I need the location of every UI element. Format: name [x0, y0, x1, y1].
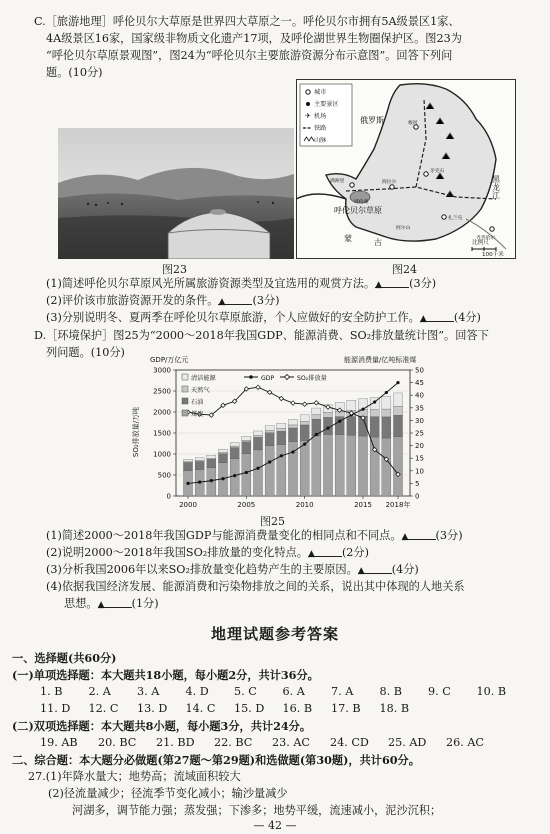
answer-item: 8. B: [379, 685, 402, 698]
chart-right-tick-label: 30: [415, 416, 424, 425]
legend-coal: 煤炭: [191, 411, 204, 418]
answer-item: 3. A: [137, 685, 160, 698]
section-d-line-2: 列问题。(10分): [46, 346, 125, 359]
energy-bar-segment: [242, 454, 251, 496]
energy-bar-segment: [288, 419, 297, 425]
energy-bar-segment: [393, 415, 402, 437]
energy-bar-segment: [265, 433, 274, 446]
energy-bar-segment: [393, 393, 402, 406]
map-label-grassland: 呼伦贝尔草原: [334, 206, 382, 215]
map-legend-airport: 机场: [314, 113, 327, 120]
energy-bar-segment: [347, 435, 356, 496]
answer-item: 10. B: [476, 685, 507, 698]
section-c-line-1: C.［旅游地理］呼伦贝尔大草原是世界四大草原之一。呼伦贝尔市拥有5A级景区1家、: [34, 15, 460, 28]
map-label-manzhouli: 满洲里: [330, 179, 345, 184]
energy-bar-segment: [358, 436, 367, 496]
section-d-question-2: (2)说明2000～2018年我国SO₂排放量的变化特点。▲ (2分): [46, 546, 369, 559]
map-label-mongolia: 蒙: [344, 234, 352, 243]
chart-left-axis-label: GDP/万亿元: [150, 356, 189, 364]
chart-left-tick-label: 1500: [153, 429, 171, 438]
energy-bar-segment: [242, 436, 251, 440]
figure-25-caption: 图25: [260, 515, 285, 528]
energy-bar-segment: [195, 460, 204, 461]
answers-part1a: (一)单项选择题：本大题共18小题，每小题2分，共计36分。: [12, 668, 319, 682]
energy-bar-segment: [382, 409, 391, 417]
answer-item: 16. B: [282, 702, 313, 715]
answer-item: 11. D: [40, 702, 71, 715]
map-scale-label: 比例尺: [472, 240, 489, 246]
energy-bar-segment: [288, 425, 297, 428]
map-label-gu: 古: [374, 238, 382, 247]
section-c-line-2: 4A级景区16家，国家级非物质文化遗产17项，及呼伦湖世界生物圈保护区。图23为: [46, 32, 462, 45]
answer-item: 17. B: [331, 702, 361, 715]
energy-bar-segment: [230, 448, 239, 459]
energy-bar-segment: [288, 428, 297, 442]
answer-item: 5. C: [234, 685, 257, 698]
energy-bar-segment: [195, 461, 204, 469]
answer-item: 12. C: [88, 702, 119, 715]
energy-bar-segment: [207, 455, 216, 458]
legend-gdp: GDP: [261, 375, 275, 382]
gdp-point: [233, 474, 236, 477]
energy-bar-segment: [265, 446, 274, 496]
energy-bar-segment: [183, 459, 192, 462]
energy-bar-segment: [230, 443, 239, 447]
answer-item: 20. BC: [98, 736, 137, 749]
energy-bar-segment: [207, 459, 216, 468]
map-legend-scenic: 主要景区: [314, 101, 339, 108]
chart-right-tick-label: 5: [415, 479, 420, 488]
energy-bar-segment: [300, 421, 309, 425]
map-label-heilongjiang: 黑龙江: [491, 175, 501, 199]
answers-part2: 二、综合题：本大题分必做题(第27题～第29题)和选做题(第30题)，共计60分。: [12, 753, 420, 767]
gdp-point: [361, 408, 364, 411]
energy-bar-segment: [230, 446, 239, 448]
energy-bar-segment: [382, 396, 391, 409]
gdp-point: [338, 420, 341, 423]
chart-right-tick-label: 45: [415, 379, 424, 388]
chart-right-axis-label: 能源消费量/亿吨标准煤: [344, 356, 417, 364]
figure-23-grassland-photo: [58, 128, 294, 259]
chart-right-tick-label: 10: [415, 467, 424, 476]
map-legend-railway: 铁路: [314, 125, 327, 132]
answers-q27-2b: 河湖多，调节能力强；蒸发强；下渗多；地势平缓，流速减小，泥沙沉积；: [72, 804, 442, 817]
energy-bar-segment: [218, 452, 227, 453]
legend-natural-gas: 天然气: [191, 387, 210, 394]
energy-bar-segment: [265, 426, 274, 431]
energy-bar-segment: [277, 428, 286, 431]
map-label-arxan: 阿尔山: [396, 226, 411, 231]
gdp-point: [221, 477, 224, 480]
answer-item: 19. AB: [40, 736, 78, 749]
so2-point: [291, 401, 295, 405]
map-label-qiqihar: 齐齐哈尔: [476, 236, 496, 241]
figure-25-chart: [128, 352, 438, 518]
energy-bar-segment: [393, 437, 402, 496]
gdp-point: [256, 467, 259, 470]
gdp-point: [268, 460, 271, 463]
chart-left-tick-label: 1000: [153, 450, 171, 459]
map-legend-mountain: 山脉: [314, 137, 327, 144]
answers-single-row-1: [40, 684, 525, 700]
page-number: — 42 —: [253, 819, 297, 832]
so2-point: [302, 402, 306, 406]
answers-single-row-2: [40, 701, 428, 717]
energy-bar-segment: [183, 462, 192, 470]
energy-bar-segment: [382, 438, 391, 496]
section-c-question-2: (2)评价该市旅游资源开发的条件。▲ (3分): [46, 294, 280, 307]
gdp-point: [396, 381, 399, 384]
gdp-point: [373, 400, 376, 403]
answers-part1: 一、选择题(共60分): [12, 651, 117, 665]
figure-24-caption: 图24: [392, 263, 417, 276]
gdp-point: [315, 433, 318, 436]
answer-item: 18. B: [379, 702, 410, 715]
chart-right-tick-label: 20: [415, 442, 424, 451]
so2-point: [256, 385, 260, 389]
map-label-russia: 俄罗斯: [360, 116, 384, 125]
answer-item: 4. D: [185, 685, 209, 698]
chart-so2-axis-label: SO₂排放量/万吨: [132, 406, 140, 458]
answer-item: 7. A: [331, 685, 354, 698]
answer-item: 15. D: [234, 702, 265, 715]
section-c-question-3: (3)分别说明冬、夏两季在呼伦贝尔草原旅游，个人应做好的安全防护工作。▲ (4分): [46, 311, 481, 324]
energy-bar-segment: [230, 459, 239, 496]
chart-left-tick-label: 2500: [153, 387, 171, 396]
energy-bar-segment: [277, 445, 286, 496]
energy-bar-segment: [335, 435, 344, 496]
gdp-point: [245, 471, 248, 474]
answer-item: 24. CD: [330, 736, 369, 749]
section-d-question-4: (4)依据我国经济发展、能源消费和污染物排放之间的关系，说出其中体现的人地关系: [46, 580, 465, 593]
energy-bar-segment: [277, 423, 286, 428]
chart-right-tick-label: 15: [415, 454, 424, 463]
energy-bar-segment: [277, 431, 286, 444]
energy-bar-segment: [300, 415, 309, 422]
gdp-point: [385, 391, 388, 394]
gdp-point: [326, 426, 329, 429]
so2-point: [279, 396, 283, 400]
energy-bar-segment: [218, 449, 227, 452]
chart-right-tick-label: 50: [415, 366, 424, 375]
figure-24-tourism-map: [296, 79, 516, 259]
legend-so2: SO₂排放量: [297, 375, 327, 382]
answers-q27-2a: (2)径流量减少；径流季节变化减小；输沙量减少: [48, 787, 288, 800]
answer-item: 14. C: [185, 702, 216, 715]
legend-oil: 石油: [191, 399, 204, 406]
airport-icon: ✈: [305, 112, 311, 120]
chart-right-tick-label: 25: [415, 429, 424, 438]
energy-bar-segment: [312, 415, 321, 420]
energy-bar-segment: [370, 410, 379, 417]
answer-item: 6. A: [282, 685, 305, 698]
energy-bar-segment: [253, 435, 262, 437]
energy-bar-segment: [312, 408, 321, 415]
chart-x-tick-label: 2000: [179, 501, 197, 509]
answer-item: 22. BC: [214, 736, 253, 749]
answer-item: 9. C: [428, 685, 451, 698]
gdp-point: [198, 481, 201, 484]
section-d-question-3: (3)分析我国2006年以来SO₂排放量变化趋势产生的主要原因。▲ (4分): [46, 563, 419, 576]
gdp-point: [291, 450, 294, 453]
map-label-hailar: 海拉尔: [382, 180, 397, 185]
map-label-yakeshi: 牙克石: [430, 169, 445, 174]
energy-bar-segment: [207, 458, 216, 459]
energy-bar-segment: [253, 437, 262, 450]
energy-bar-segment: [300, 425, 309, 441]
answer-item: 21. BD: [156, 736, 195, 749]
energy-bar-segment: [382, 417, 391, 438]
map-label-genhe: 根河: [408, 121, 418, 126]
figure-23-caption: 图23: [162, 263, 187, 276]
energy-bar-segment: [370, 417, 379, 437]
answer-item: 23. AC: [272, 736, 310, 749]
section-d-line-1: D.［环境保护］图25为“2000～2018年我国GDP、能源消费、SO₂排放量统计图”。回答下: [34, 329, 489, 342]
energy-bar-segment: [370, 437, 379, 496]
energy-bar-segment: [393, 406, 402, 415]
section-c-question-1: (1)简述呼伦贝尔草原风光所属旅游资源类型及宜选用的观赏方法。▲ (3分): [46, 277, 437, 290]
energy-bar-segment: [218, 454, 227, 463]
map-label-zhalantun: 扎兰屯: [448, 216, 463, 221]
energy-bar-segment: [323, 435, 332, 496]
energy-bar-segment: [300, 441, 309, 496]
energy-bar-segment: [195, 458, 204, 461]
section-c-line-3: “呼伦贝尔草原景观图”，图24为“呼伦贝尔主要旅游资源分布示意图”。回答下列问: [46, 49, 453, 62]
chart-left-tick-label: 500: [157, 471, 171, 480]
chart-x-tick-label: 2018年: [385, 501, 411, 509]
energy-bar-segment: [347, 400, 356, 410]
chart-left-tick-label: 3000: [153, 366, 171, 375]
chart-x-tick-label: 2010: [295, 501, 314, 509]
answers-title: 地理试题参考答案: [210, 625, 339, 643]
legend-clean-energy: 清洁能源: [191, 375, 216, 382]
chart-right-tick-label: 0: [415, 492, 420, 501]
chart-right-tick-label: 40: [415, 391, 424, 400]
answer-item: 25. AD: [388, 736, 427, 749]
gdp-point: [280, 454, 283, 457]
section-c-line-4: 题。(10分): [46, 66, 103, 79]
chart-x-tick-label: 2015: [354, 501, 372, 509]
energy-bar-segment: [312, 436, 321, 496]
energy-bar-segment: [347, 417, 356, 436]
energy-bar-segment: [323, 412, 332, 417]
energy-bar-segment: [242, 442, 251, 454]
answers-part1b: (二)双项选择题：本大题共8小题，每小题3分，共计24分。: [12, 719, 312, 733]
answers-double-row: [40, 735, 504, 751]
map-legend-city: 城市: [314, 89, 327, 96]
answer-item: 2. A: [88, 685, 111, 698]
energy-bar-segment: [242, 440, 251, 442]
chart-right-tick-label: 35: [415, 404, 424, 413]
gdp-point: [186, 482, 189, 485]
section-d-question-1: (1)简述2000～2018年我国GDP与能源消费量变化的相同点和不同点。▲ (3分): [46, 529, 463, 542]
answer-item: 1. B: [40, 685, 63, 698]
energy-bar-segment: [253, 450, 262, 496]
chart-left-tick-label: 0: [166, 492, 171, 501]
chart-x-tick-label: 2005: [237, 501, 256, 509]
gdp-point: [303, 442, 306, 445]
chart-left-tick-label: 2000: [153, 408, 171, 417]
answer-item: 26. AC: [446, 736, 484, 749]
gdp-point: [210, 479, 213, 482]
map-label-hulun-lake: 呼伦湖: [354, 200, 369, 205]
map-scale-value: 100千米: [482, 252, 504, 258]
section-d-question-4-cont: 思想。▲ (1分): [64, 597, 159, 610]
energy-bar-segment: [265, 430, 274, 432]
answers-q27-1: 27.(1)年降水量大；地势高；流域面积较大: [28, 770, 241, 783]
energy-bar-segment: [253, 431, 262, 435]
answer-item: 13. D: [137, 702, 168, 715]
so2-point: [314, 401, 318, 405]
